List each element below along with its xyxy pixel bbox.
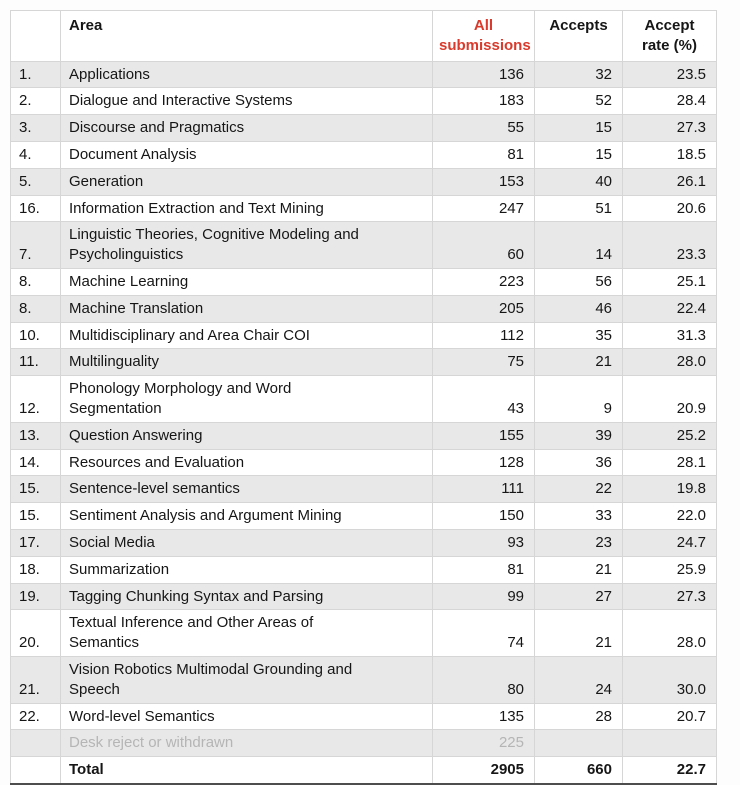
accept-rate-cell: 24.7 [623,529,717,556]
area-cell: Phonology Morphology and Word Segmentation [61,376,433,423]
row-index-cell: 1. [11,61,61,88]
accepts-cell: 23 [535,529,623,556]
submissions-cell: 183 [433,88,535,115]
accepts-cell [535,730,623,757]
accept-rate-cell: 22.4 [623,295,717,322]
accepts-cell: 9 [535,376,623,423]
table-row [11,757,717,784]
row-index-cell: 11. [11,349,61,376]
table-row [11,141,717,168]
submissions-cell: 99 [433,583,535,610]
area-cell: Machine Learning [61,268,433,295]
submissions-cell: 75 [433,349,535,376]
accept-rate-cell: 26.1 [623,168,717,195]
area-cell: Machine Translation [61,295,433,322]
table-row [11,610,717,657]
area-cell: Multilinguality [61,349,433,376]
accepts-cell: 39 [535,422,623,449]
table-row [11,295,717,322]
table-row [11,449,717,476]
table-row [11,583,717,610]
accepts-cell: 32 [535,61,623,88]
table-row [11,529,717,556]
table-row [11,115,717,142]
acceptance-stats-table [10,10,717,785]
accept-rate-cell: 28.4 [623,88,717,115]
accept-rate-cell [623,730,717,757]
area-cell: Dialogue and Interactive Systems [61,88,433,115]
row-index-cell: 20. [11,610,61,657]
row-index-cell: 12. [11,376,61,423]
submissions-cell: 155 [433,422,535,449]
accept-rate-cell: 31.3 [623,322,717,349]
accepts-cell: 14 [535,222,623,269]
area-cell: Textual Inference and Other Areas of Semantics [61,610,433,657]
accepts-cell: 660 [535,757,623,784]
row-index-cell: 13. [11,422,61,449]
row-index-cell: 16. [11,195,61,222]
row-index-cell: 15. [11,476,61,503]
accept-rate-cell: 22.7 [623,757,717,784]
accepts-cell: 15 [535,141,623,168]
col-header-area: Area [61,11,433,62]
row-index-cell: 18. [11,556,61,583]
accept-rate-cell: 19.8 [623,476,717,503]
row-index-cell: 8. [11,295,61,322]
row-index-cell: 14. [11,449,61,476]
row-index-cell: 4. [11,141,61,168]
row-index-cell: 3. [11,115,61,142]
table-row [11,61,717,88]
accept-rate-cell: 23.3 [623,222,717,269]
submissions-cell: 223 [433,268,535,295]
accept-rate-cell: 25.9 [623,556,717,583]
area-cell: Linguistic Theories, Cognitive Modeling and Psycholinguistics [61,222,433,269]
area-cell: Multidisciplinary and Area Chair COI [61,322,433,349]
submissions-cell: 225 [433,730,535,757]
accepts-cell: 46 [535,295,623,322]
table-row [11,268,717,295]
row-index-cell: 21. [11,656,61,703]
row-index-cell: 5. [11,168,61,195]
area-cell: Tagging Chunking Syntax and Parsing [61,583,433,610]
row-index-cell [11,730,61,757]
row-index-cell: 8. [11,268,61,295]
accept-rate-cell: 30.0 [623,656,717,703]
accept-rate-cell: 27.3 [623,115,717,142]
submissions-cell: 80 [433,656,535,703]
row-index-cell: 19. [11,583,61,610]
accept-rate-cell: 28.1 [623,449,717,476]
table-row [11,476,717,503]
submissions-cell: 55 [433,115,535,142]
accepts-cell: 28 [535,703,623,730]
submissions-cell: 60 [433,222,535,269]
table-row [11,222,717,269]
accept-rate-cell: 25.1 [623,268,717,295]
col-header-submissions: All submissions [433,11,535,62]
table-row [11,195,717,222]
accepts-cell: 56 [535,268,623,295]
accepts-cell: 52 [535,88,623,115]
area-cell: Vision Robotics Multimodal Grounding and Speech [61,656,433,703]
submissions-cell: 153 [433,168,535,195]
table-row [11,730,717,757]
col-header-accepts: Accepts [535,11,623,62]
row-index-cell: 15. [11,503,61,530]
submissions-cell: 150 [433,503,535,530]
row-index-cell [11,757,61,784]
submissions-cell: 135 [433,703,535,730]
accept-rate-cell: 28.0 [623,610,717,657]
accept-rate-cell: 22.0 [623,503,717,530]
area-cell: Sentiment Analysis and Argument Mining [61,503,433,530]
area-cell: Total [61,757,433,784]
col-header-accept-rate: Accept rate (%) [623,11,717,62]
accepts-cell: 21 [535,610,623,657]
accept-rate-cell: 27.3 [623,583,717,610]
table-row [11,349,717,376]
table-row [11,168,717,195]
accepts-cell: 36 [535,449,623,476]
accept-rate-cell: 18.5 [623,141,717,168]
area-cell: Generation [61,168,433,195]
accepts-cell: 21 [535,556,623,583]
area-cell: Word-level Semantics [61,703,433,730]
table-row [11,556,717,583]
area-cell: Desk reject or withdrawn [61,730,433,757]
accept-rate-cell: 20.6 [623,195,717,222]
submissions-cell: 128 [433,449,535,476]
submissions-cell: 81 [433,556,535,583]
row-index-cell: 10. [11,322,61,349]
area-cell: Discourse and Pragmatics [61,115,433,142]
table-row [11,322,717,349]
submissions-cell: 81 [433,141,535,168]
table-row [11,703,717,730]
area-cell: Sentence-level semantics [61,476,433,503]
col-header-index [11,11,61,62]
accepts-cell: 15 [535,115,623,142]
accepts-cell: 35 [535,322,623,349]
submissions-cell: 112 [433,322,535,349]
submissions-cell: 136 [433,61,535,88]
area-cell: Information Extraction and Text Mining [61,195,433,222]
area-cell: Question Answering [61,422,433,449]
area-cell: Document Analysis [61,141,433,168]
table-row [11,376,717,423]
accepts-cell: 22 [535,476,623,503]
row-index-cell: 22. [11,703,61,730]
row-index-cell: 17. [11,529,61,556]
accept-rate-cell: 25.2 [623,422,717,449]
table-row [11,88,717,115]
accepts-cell: 40 [535,168,623,195]
accepts-cell: 24 [535,656,623,703]
row-index-cell: 7. [11,222,61,269]
submissions-cell: 111 [433,476,535,503]
table-row [11,422,717,449]
table-row [11,503,717,530]
area-cell: Resources and Evaluation [61,449,433,476]
submissions-cell: 74 [433,610,535,657]
submissions-cell: 93 [433,529,535,556]
accept-rate-cell: 20.9 [623,376,717,423]
area-cell: Applications [61,61,433,88]
area-cell: Social Media [61,529,433,556]
accept-rate-cell: 20.7 [623,703,717,730]
accepts-cell: 21 [535,349,623,376]
accept-rate-cell: 23.5 [623,61,717,88]
accepts-cell: 33 [535,503,623,530]
accepts-cell: 51 [535,195,623,222]
area-cell: Summarization [61,556,433,583]
header-row [11,11,717,62]
row-index-cell: 2. [11,88,61,115]
accept-rate-cell: 28.0 [623,349,717,376]
submissions-cell: 43 [433,376,535,423]
submissions-cell: 205 [433,295,535,322]
submissions-cell: 247 [433,195,535,222]
submissions-cell: 2905 [433,757,535,784]
table-row [11,656,717,703]
accepts-cell: 27 [535,583,623,610]
